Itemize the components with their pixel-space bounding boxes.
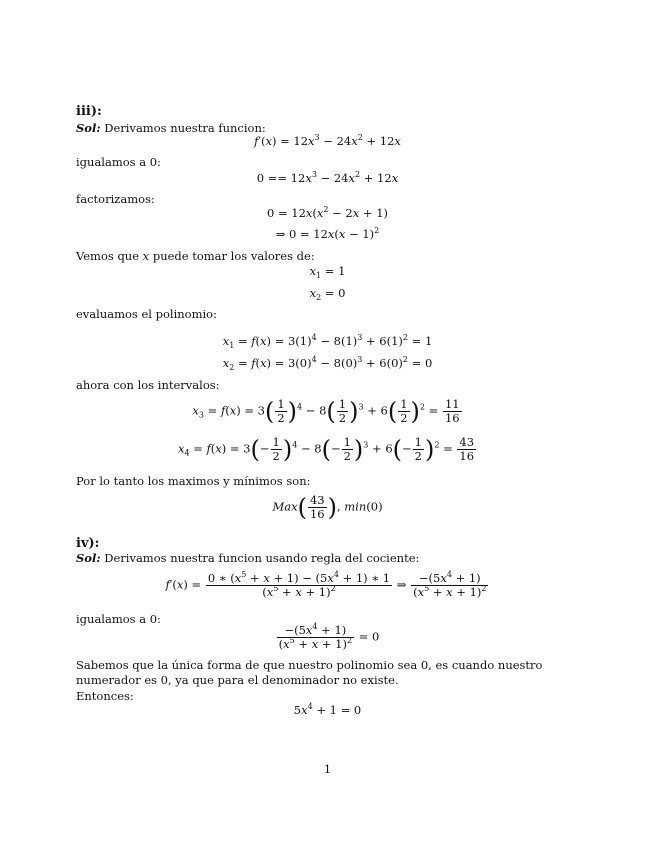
text-equate-iv: igualamos a 0:	[76, 612, 161, 626]
section-iv-heading: iv):	[76, 536, 100, 551]
sol-label: Sol:	[76, 551, 101, 565]
equation-derivative: $f'(x) = 12x^3 - 24x^2 + 12x$	[254, 133, 401, 148]
equation-max-min: Max( $\frac{43}{16}$ ), min(0)	[272, 493, 383, 522]
text-equate: igualamos a 0:	[76, 155, 161, 169]
section-iii-sol-line	[76, 121, 266, 135]
equation-factor-1: $0 = 12x(x^2 - 2x + 1)$	[266, 205, 388, 220]
equation-zero: $0 == 12x^3 - 24x^2 + 12x$	[256, 170, 399, 185]
sol-label: Sol:	[76, 121, 101, 135]
page-number: 1	[323, 762, 332, 776]
section-iv-sol-line	[76, 551, 419, 565]
text-evaluate: evaluamos el polinomio:	[76, 307, 217, 321]
equation-x1: $x_1 = 1$	[309, 264, 346, 280]
equation-x4: $x_4 = f(x) = 3(-$ $\frac{1}{2}$ )$^4$ − 8(− $\frac{1}{2}$ )$^3$ + 6(− $\frac{1}{2}$ )$^2$ = $\frac{43}{16}$	[177, 435, 475, 464]
equation-quotient: f′(x) = $\frac{0 ∗ (x^5 + x + 1) - (5x^4 + 1) ∗ 1}{(x^5 + x + 1)^2}$ ⇒ $\frac{-(5x^4 + 1)}{(x^5 + x + 1)^2}$	[165, 570, 487, 599]
equation-x2: $x_2 = 0$	[309, 286, 346, 302]
equation-eval-1: $x_1 = f(x) = 3(1)^4 - 8(1)^3 + 6(1)^2 = 1$	[222, 333, 433, 350]
paragraph-explanation: Sabemos que la única forma de que nuestro polinomio sea 0, es cuando nuestro numerador es 0, ya que para el denominador no existe.	[76, 658, 543, 687]
equation-zero-iv: $\frac{-(5x^4 + 1)}{(x^5 + x + 1)^2}$ = 0	[278, 622, 380, 651]
text-conclusion: Por lo tanto los maximos y mínimos son:	[76, 474, 311, 488]
equation-eval-2: $x_2 = f(x) = 3(0)^4 - 8(0)^3 + 6(0)^2 = 0$	[222, 355, 433, 372]
equation-final: $5x^4 + 1 = 0$	[293, 702, 362, 717]
text-intervals: ahora con los intervalos:	[76, 378, 220, 392]
sol-intro: Derivamos nuestra funcion:	[104, 121, 266, 135]
text-then: Entonces:	[76, 689, 134, 703]
equation-x3: $x_3 = f(x) = 3$( $\frac{1}{2}$ )$^4$ − 8( $\frac{1}{2}$ )$^3$ + 6( $\frac{1}{2}$ )$^2$ = $\frac{11}{16}$	[192, 397, 460, 426]
text-factor: factorizamos:	[76, 192, 155, 206]
sol-intro: Derivamos nuestra funcion usando regla del cociente:	[104, 551, 420, 565]
section-iii-heading: iii):	[76, 104, 102, 119]
text-values-intro: Vemos que x puede tomar los valores de:	[76, 249, 315, 263]
equation-factor-2: ⇒ $0 = 12x(x - 1)^2$	[275, 226, 380, 241]
